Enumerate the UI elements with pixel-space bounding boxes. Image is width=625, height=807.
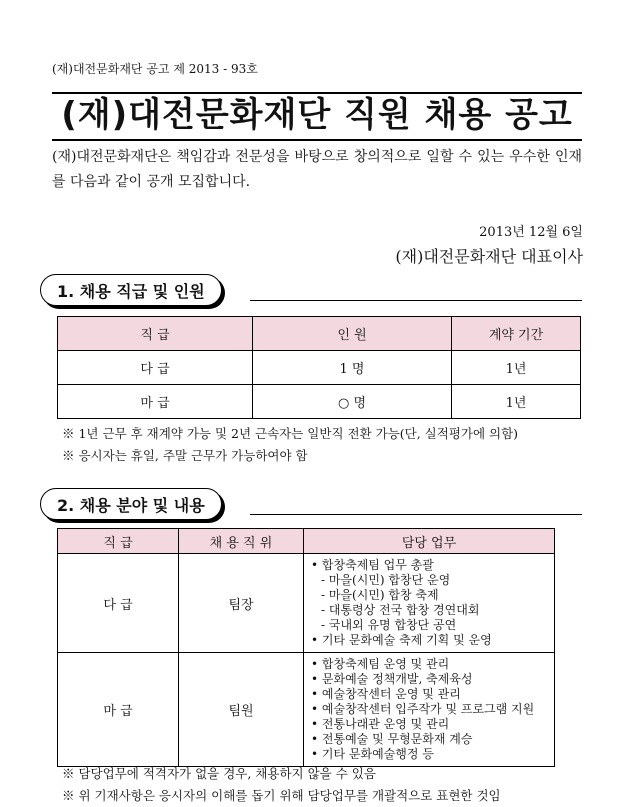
cell-duties (304, 554, 555, 653)
list-item: • 예술창작센터 입주작가 및 프로그램 지원 (311, 702, 535, 716)
list-item: - 마을(시민) 합창단 운영 (321, 573, 451, 587)
list-item: • 기타 문화예술행정 등 (311, 747, 434, 761)
table-row (58, 554, 555, 653)
col-grade: 직 급 (58, 529, 179, 554)
table-row (58, 351, 581, 385)
section-1-note-1: ※ 1년 근무 후 재계약 가능 및 2년 근속자는 일반직 전환 가능(단, 실적평가에 의함) (62, 426, 519, 441)
col-position: 채 용 직 위 (179, 529, 304, 554)
duty-list (305, 555, 553, 651)
list-item: • 합창축제팀 운영 및 관리 (311, 657, 450, 671)
col-duties: 담당 업무 (304, 529, 555, 554)
cell-grade: 다 급 (58, 554, 179, 653)
col-grade: 직 급 (58, 317, 253, 351)
cell-headcount: ○ 명 (253, 385, 452, 419)
section-2-heading: 2. 채용 분야 및 내용 (40, 488, 222, 520)
cell-contract: 1년 (452, 385, 581, 419)
list-item: • 전통나래관 운영 및 관리 (311, 717, 450, 731)
section-1-heading: 1. 채용 직급 및 인원 (40, 274, 222, 306)
notice-date: 2013년 12월 6일 (479, 225, 583, 240)
cell-grade: 마 급 (58, 653, 179, 767)
table-row (58, 385, 581, 419)
notice-number: (재)대전문화재단 공고 제 2013 - 93호 (52, 62, 258, 76)
table-header-row (58, 317, 581, 351)
cell-duties (304, 653, 555, 767)
list-item: - 마을(시민) 합창 축제 (321, 588, 439, 602)
cell-grade: 마 급 (58, 385, 253, 419)
list-item: • 문화예술 정책개발, 축제육성 (311, 672, 473, 686)
col-headcount: 인 원 (253, 317, 452, 351)
cell-headcount: 1 명 (253, 351, 452, 385)
list-item: • 기타 문화예술 축제 기획 및 운영 (311, 633, 492, 647)
cell-grade: 다 급 (58, 351, 253, 385)
positions-table (57, 316, 581, 419)
duties-table (57, 528, 555, 767)
table-row (58, 653, 555, 767)
signer: (재)대전문화재단 대표이사 (395, 247, 583, 266)
section-1-note-2: ※ 응시자는 휴일, 주말 근무가 가능하여야 함 (62, 448, 308, 463)
section-2-note-2: ※ 위 기재사항은 응시자의 이해를 돕기 위해 담당업무를 개괄적으로 표현한 것임 (62, 788, 501, 803)
section-2-rule (250, 514, 582, 515)
page-title: (재)대전문화재단 직원 채용 공고 (61, 95, 573, 135)
table-header-row (58, 529, 555, 554)
cell-position: 팀원 (179, 653, 304, 767)
list-item: - 국내외 유명 합창단 공연 (321, 618, 457, 632)
col-contract-period: 계약 기간 (452, 317, 581, 351)
list-item: • 합창축제팀 업무 총괄 (311, 558, 434, 572)
cell-position: 팀장 (179, 554, 304, 653)
section-1-rule (250, 300, 582, 301)
intro-paragraph: (재)대전문화재단은 책임감과 전문성을 바탕으로 창의적으로 일할 수 있는 우수한 인재를 다음과 같이 공개 모집합니다. (52, 149, 582, 190)
cell-contract: 1년 (452, 351, 581, 385)
list-item: - 대통령상 전국 합창 경연대회 (321, 603, 480, 617)
list-item: • 전통예술 및 무형문화재 계승 (311, 732, 473, 746)
list-item: • 예술창작센터 운영 및 관리 (311, 687, 461, 701)
title-rule-bottom (52, 139, 582, 141)
duty-list (305, 654, 553, 765)
section-2-note-1: ※ 담당업무에 적격자가 없을 경우, 채용하지 않을 수 있음 (62, 766, 376, 781)
